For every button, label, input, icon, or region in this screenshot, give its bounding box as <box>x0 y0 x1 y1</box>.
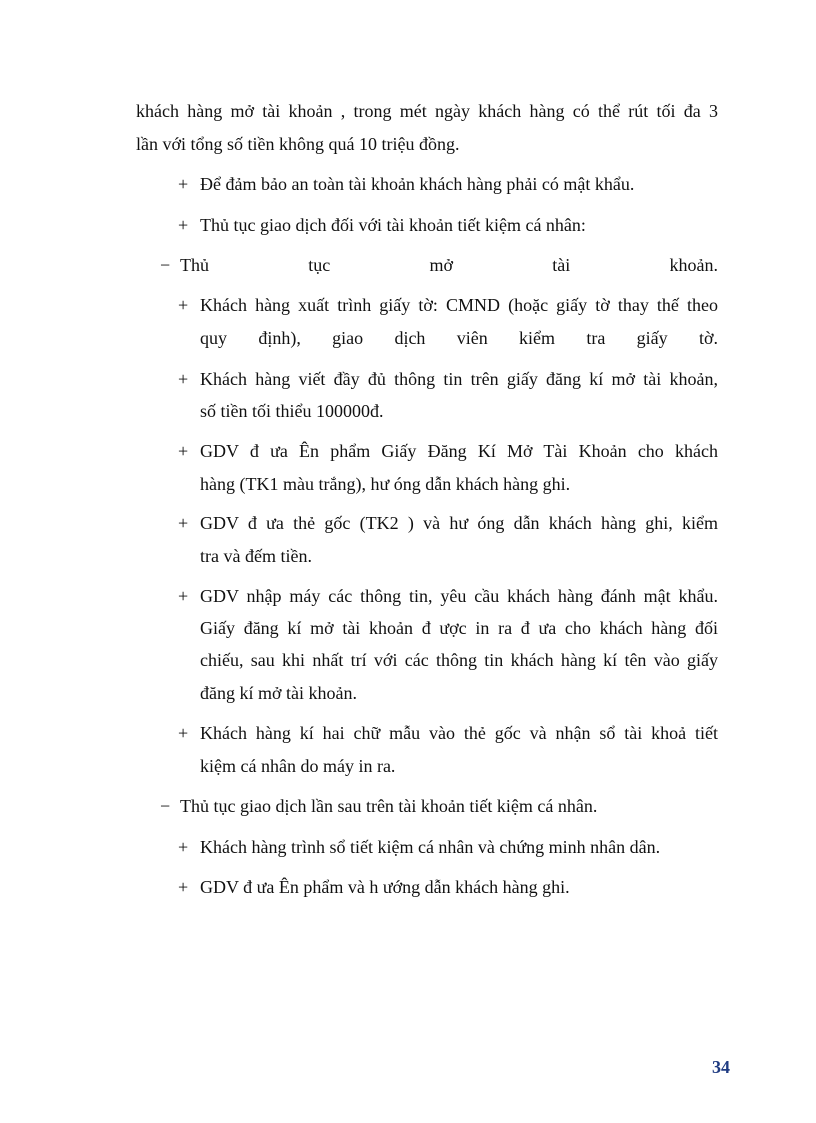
step-line: GDV đ ưa Ên phẩm Giấy Đăng Kí Mở Tài Khoản cho khách <box>200 441 718 461</box>
heading-word: tài <box>552 255 571 275</box>
plus-bullet: + <box>178 295 189 315</box>
step-line: tra và đếm tiền. <box>200 546 312 566</box>
step-line: Khách hàng xuất trình giấy tờ: CMND (hoặc giấy tờ thay thế theo <box>200 295 718 315</box>
step-line: Giấy đăng kí mở tài khoản đ ược in ra đ ưa cho khách hàng đối <box>200 618 718 638</box>
step-line: GDV đ ưa Ên phẩm và h ướng dẫn khách hàng ghi. <box>200 877 570 897</box>
page-number: 34 <box>712 1057 730 1077</box>
step-line: Khách hàng trình sổ tiết kiệm cá nhân và chứng minh nhân dân. <box>200 837 661 857</box>
step-line: Khách hàng viết đầy đủ thông tin trên giấy đăng kí mở tài khoản, <box>200 369 718 389</box>
plus-bullet: + <box>178 441 189 461</box>
plus-bullet: + <box>178 877 189 897</box>
plus-bullet: + <box>178 174 189 194</box>
heading-word: khoản. <box>669 255 718 275</box>
plus-bullet: + <box>178 837 189 857</box>
plus-bullet: + <box>178 215 189 235</box>
intro-line: lần với tổng số tiền không quá 10 triệu đồng. <box>136 134 460 154</box>
section-heading-open-account <box>180 255 718 276</box>
step-line: GDV nhập máy các thông tin, yêu cầu khách hàng đánh mật khẩu. <box>200 586 718 606</box>
step-line: Khách hàng kí hai chữ mẫu vào thẻ gốc và nhận sổ tài khoả tiết <box>200 723 718 743</box>
heading-word: Thủ <box>180 255 209 275</box>
step-line: hàng (TK1 màu trắng), hư óng dẫn khách hàng ghi. <box>200 474 571 494</box>
step-line: đăng kí mở tài khoản. <box>200 683 357 703</box>
step-line: chiếu, sau khi nhất trí với các thông tin khách hàng kí tên vào giấy <box>200 650 718 670</box>
step-line: GDV đ ưa thẻ gốc (TK2 ) và hư óng dẫn khách hàng ghi, kiểm <box>200 513 718 533</box>
section-heading-next-transaction: Thủ tục giao dịch lần sau trên tài khoản tiết kiệm cá nhân. <box>180 796 598 816</box>
list-item: Để đảm bảo an toàn tài khoản khách hàng phải có mật khẩu. <box>200 174 635 194</box>
list-item: Thủ tục giao dịch đối với tài khoản tiết kiệm cá nhân: <box>200 215 586 235</box>
step-line: số tiền tối thiểu 100000đ. <box>200 401 384 421</box>
heading-word: mở <box>429 255 453 275</box>
plus-bullet: + <box>178 586 189 606</box>
dash-bullet: − <box>160 255 171 275</box>
step-line: quy định), giao dịch viên kiểm tra giấy tờ. <box>200 328 718 348</box>
plus-bullet: + <box>178 513 189 533</box>
step-line: kiệm cá nhân do máy in ra. <box>200 756 396 776</box>
dash-bullet: − <box>160 796 171 816</box>
heading-word: tục <box>308 255 331 275</box>
plus-bullet: + <box>178 723 189 743</box>
plus-bullet: + <box>178 369 189 389</box>
intro-line: khách hàng mở tài khoản , trong mét ngày khách hàng có thể rút tối đa 3 <box>136 101 718 121</box>
